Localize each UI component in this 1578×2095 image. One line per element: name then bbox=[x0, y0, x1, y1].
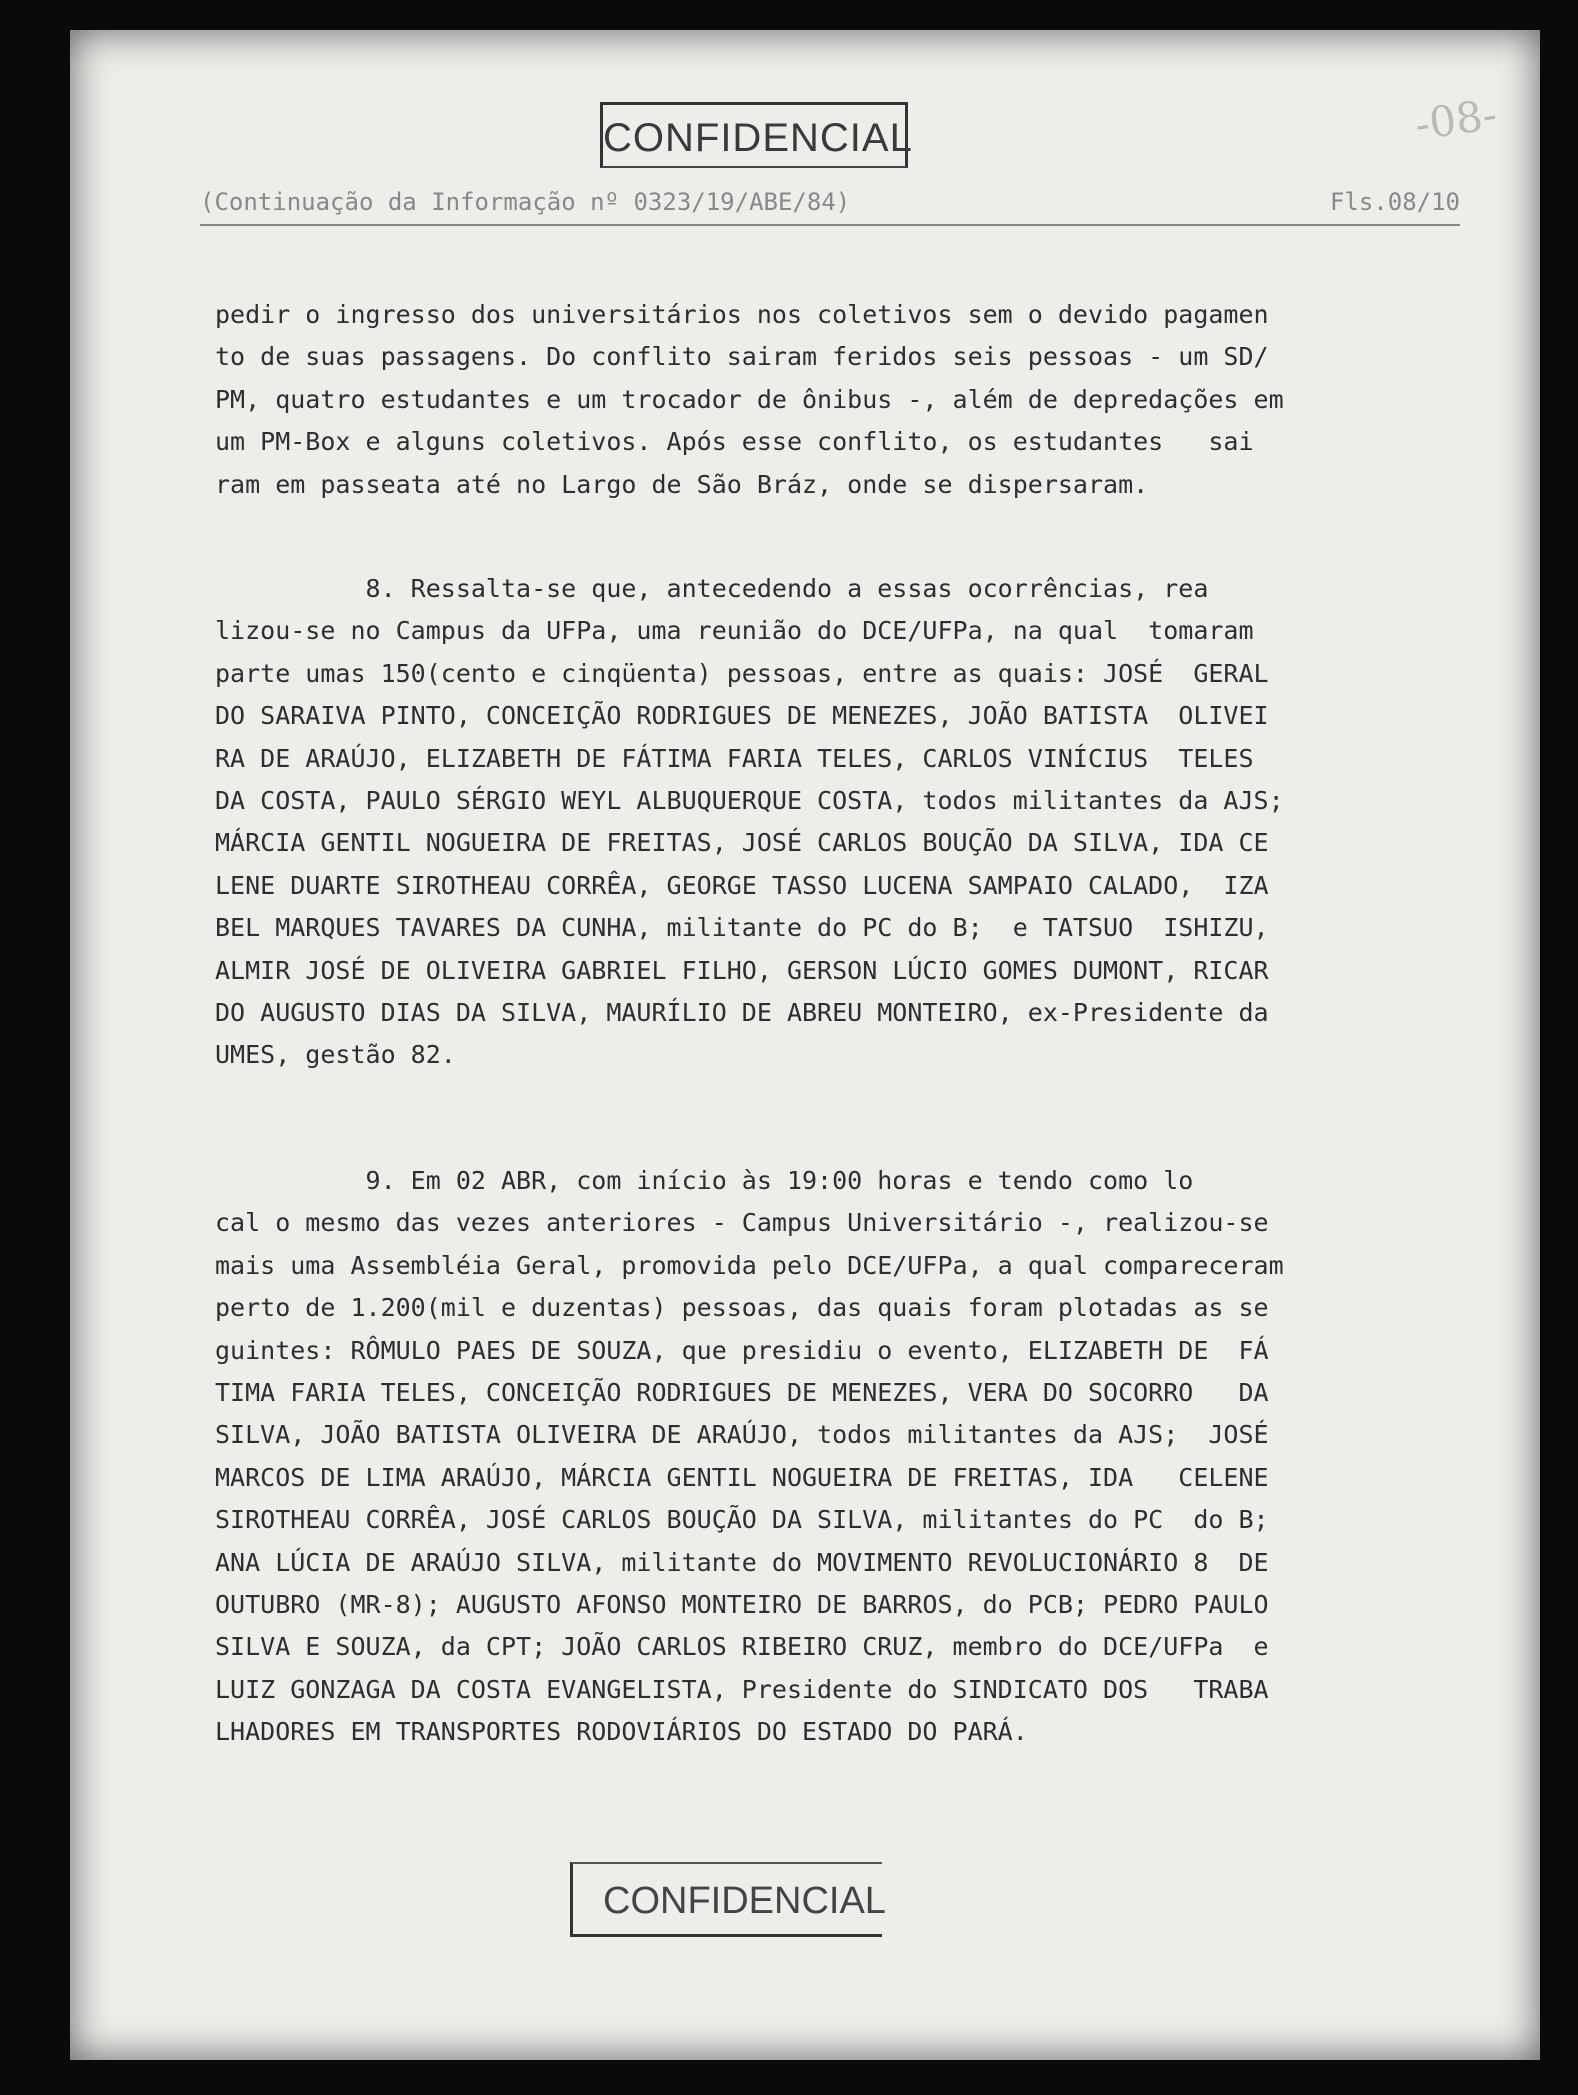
continuation-header bbox=[200, 188, 1460, 226]
text-line: ANA LÚCIA DE ARAÚJO SILVA, militante do MOVIMENTO REVOLUCIONÁRIO 8 DE bbox=[215, 1547, 1269, 1577]
text-line: um PM-Box e alguns coletivos. Após esse conflito, os estudantes sai bbox=[215, 427, 1254, 457]
text-line: ram em passeata até no Largo de São Bráz, onde se dispersaram. bbox=[215, 469, 1149, 499]
text-line: lizou-se no Campus da UFPa, uma reunião do DCE/UFPa, na qual tomaram bbox=[215, 616, 1254, 646]
text-line: DO AUGUSTO DIAS DA SILVA, MAURÍLIO DE ABREU MONTEIRO, ex-Presidente da bbox=[215, 998, 1269, 1028]
text-line: pedir o ingresso dos universitários nos coletivos sem o devido pagamen bbox=[215, 300, 1269, 329]
text-line: DA COSTA, PAULO SÉRGIO WEYL ALBUQUERQUE COSTA, todos militantes da AJS; bbox=[215, 786, 1284, 816]
text-line: DO SARAIVA PINTO, CONCEIÇÃO RODRIGUES DE MENEZES, JOÃO BATISTA OLIVEI bbox=[215, 701, 1269, 731]
handwritten-page-number: -08- bbox=[1411, 89, 1500, 150]
text-line: SILVA E SOUZA, da CPT; JOÃO CARLOS RIBEIRO CRUZ, membro do DCE/UFPa e bbox=[215, 1632, 1269, 1662]
header-reference: (Continuação da Informação nº 0323/19/ABE/84) bbox=[200, 188, 851, 216]
text-line: SIROTHEAU CORRÊA, JOSÉ CARLOS BOUÇÃO DA SILVA, militantes do PC do B; bbox=[215, 1505, 1269, 1535]
text-line: UMES, gestão 82. bbox=[215, 1040, 456, 1070]
text-line: cal o mesmo das vezes anteriores - Campus Universitário -, realizou-se bbox=[215, 1208, 1269, 1238]
text-line: mais uma Assembléia Geral, promovida pelo DCE/UFPa, a qual compareceram bbox=[215, 1250, 1284, 1280]
text-line: MÁRCIA GENTIL NOGUEIRA DE FREITAS, JOSÉ CARLOS BOUÇÃO DA SILVA, IDA CE bbox=[215, 828, 1269, 858]
paragraph-continuation bbox=[215, 294, 1455, 506]
paragraph-9 bbox=[215, 1160, 1455, 1754]
paragraph-8 bbox=[215, 568, 1455, 1077]
text-line: MARCOS DE LIMA ARAÚJO, MÁRCIA GENTIL NOGUEIRA DE FREITAS, IDA CELENE bbox=[215, 1462, 1269, 1492]
text-line: BEL MARQUES TAVARES DA CUNHA, militante do PC do B; e TATSUO ISHIZU, bbox=[215, 913, 1269, 943]
confidential-stamp-bottom: CONFIDENCIAL bbox=[570, 1862, 882, 1937]
text-line: parte umas 150(cento e cinqüenta) pessoas, entre as quais: JOSÉ GERAL bbox=[215, 658, 1269, 688]
text-line: TIMA FARIA TELES, CONCEIÇÃO RODRIGUES DE MENEZES, VERA DO SOCORRO DA bbox=[215, 1378, 1269, 1408]
text-line: RA DE ARAÚJO, ELIZABETH DE FÁTIMA FARIA TELES, CARLOS VINÍCIUS TELES bbox=[215, 743, 1254, 773]
text-line: SILVA, JOÃO BATISTA OLIVEIRA DE ARAÚJO, todos militantes da AJS; JOSÉ bbox=[215, 1420, 1269, 1450]
text-line: guintes: RÔMULO PAES DE SOUZA, que presidiu o evento, ELIZABETH DE FÁ bbox=[215, 1335, 1269, 1365]
text-line: ALMIR JOSÉ DE OLIVEIRA GABRIEL FILHO, GERSON LÚCIO GOMES DUMONT, RICAR bbox=[215, 955, 1269, 985]
text-line: 9. Em 02 ABR, com início às 19:00 horas e tendo como lo bbox=[215, 1166, 1194, 1195]
text-line: LHADORES EM TRANSPORTES RODOVIÁRIOS DO ESTADO DO PARÁ. bbox=[215, 1717, 1028, 1747]
text-line: 8. Ressalta-se que, antecedendo a essas ocorrências, rea bbox=[215, 574, 1209, 603]
header-page-count: Fls.08/10 bbox=[1329, 188, 1460, 216]
confidential-stamp-top: CONFIDENCIAL bbox=[600, 102, 908, 168]
text-line: to de suas passagens. Do conflito sairam feridos seis pessoas - um SD/ bbox=[215, 342, 1269, 372]
text-line: PM, quatro estudantes e um trocador de ônibus -, além de depredações em bbox=[215, 384, 1284, 414]
text-line: OUTUBRO (MR-8); AUGUSTO AFONSO MONTEIRO DE BARROS, do PCB; PEDRO PAULO bbox=[215, 1590, 1269, 1620]
text-line: LUIZ GONZAGA DA COSTA EVANGELISTA, Presidente do SINDICATO DOS TRABA bbox=[215, 1674, 1269, 1704]
text-line: perto de 1.200(mil e duzentas) pessoas, das quais foram plotadas as se bbox=[215, 1293, 1269, 1323]
text-line: LENE DUARTE SIROTHEAU CORRÊA, GEORGE TASSO LUCENA SAMPAIO CALADO, IZA bbox=[215, 870, 1269, 900]
